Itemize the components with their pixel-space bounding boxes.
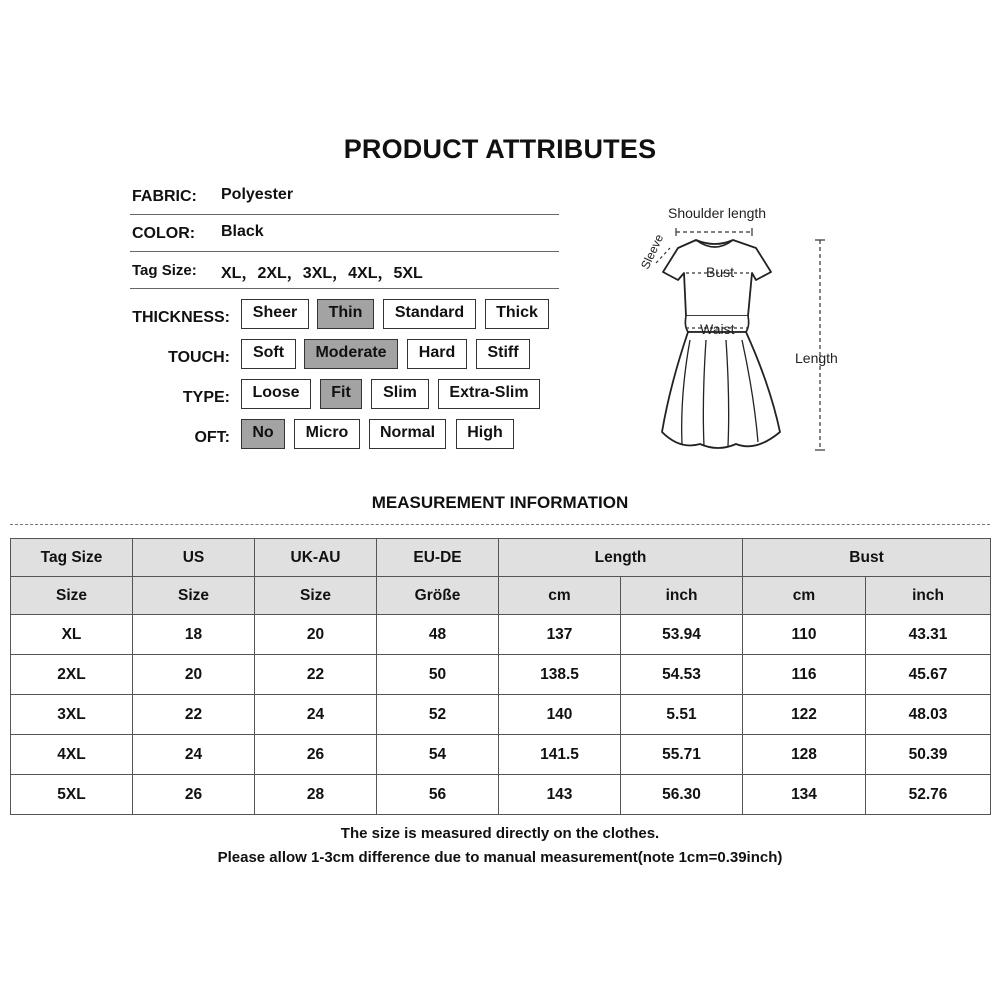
waist-label: Waist (700, 321, 735, 337)
option-type-loose[interactable]: Loose (241, 379, 311, 409)
fabric-value: Polyester (221, 186, 294, 203)
table-cell: 137 (499, 615, 621, 655)
measurement-title: MEASUREMENT INFORMATION (371, 493, 629, 512)
bust-label: Bust (706, 264, 735, 280)
note-measured: The size is measured directly on the clothes. (340, 825, 660, 842)
table-row (11, 655, 991, 695)
table-cell: 116 (743, 655, 866, 695)
fabric-label: FABRIC: (132, 188, 197, 205)
length-label: Length (795, 350, 838, 366)
table-cell: 3XL (11, 695, 133, 735)
subheader-cell: cm (743, 577, 866, 615)
shoulder-length-label: Shoulder length (668, 205, 767, 221)
table-cell: XL (11, 615, 133, 655)
table-cell: 45.67 (866, 655, 991, 695)
table-cell: 134 (743, 775, 866, 815)
table-cell: 52 (377, 695, 499, 735)
size-table (10, 538, 991, 815)
table-cell: 50 (377, 655, 499, 695)
subheader-cell: inch (866, 577, 991, 615)
subheader-cell: Size (11, 577, 133, 615)
table-cell: 26 (133, 775, 255, 815)
header-length: Length (499, 539, 743, 577)
color-label: COLOR: (132, 225, 196, 242)
page-title: PRODUCT ATTRIBUTES (343, 134, 657, 164)
table-cell: 48 (377, 615, 499, 655)
table-cell: 128 (743, 735, 866, 775)
table-cell: 18 (133, 615, 255, 655)
option-oft-high[interactable]: High (456, 419, 514, 449)
table-row (11, 695, 991, 735)
option-touch-stiff[interactable]: Stiff (476, 339, 530, 369)
option-thickness-thick[interactable]: Thick (485, 299, 549, 329)
table-cell: 5.51 (621, 695, 743, 735)
table-cell: 22 (133, 695, 255, 735)
table-row (11, 775, 991, 815)
table-cell: 2XL (11, 655, 133, 695)
table-cell: 110 (743, 615, 866, 655)
attr-row-tag-size (130, 252, 559, 289)
tag-size-value: XL，2XL，3XL，4XL，5XL (221, 265, 423, 282)
table-cell: 141.5 (499, 735, 621, 775)
option-oft-micro[interactable]: Micro (294, 419, 360, 449)
subheader-cell: cm (499, 577, 621, 615)
header-eu-de: EU-DE (377, 539, 499, 577)
option-oft-normal[interactable]: Normal (369, 419, 446, 449)
table-subheader-row (11, 577, 991, 615)
subheader-cell: Size (255, 577, 377, 615)
subheader-cell: inch (621, 577, 743, 615)
option-oft-no[interactable]: No (241, 419, 285, 449)
table-cell: 26 (255, 735, 377, 775)
option-type-fit[interactable]: Fit (320, 379, 362, 409)
table-cell: 48.03 (866, 695, 991, 735)
oft-label: OFT: (194, 429, 230, 446)
option-touch-moderate[interactable]: Moderate (304, 339, 398, 369)
attr-row-color (130, 215, 559, 252)
option-thickness-standard[interactable]: Standard (383, 299, 476, 329)
header-tag-size: Tag Size (11, 539, 133, 577)
table-cell: 22 (255, 655, 377, 695)
attr-row-fabric (130, 178, 559, 215)
note-difference: Please allow 1-3cm difference due to manual measurement(note 1cm=0.39inch) (217, 849, 783, 866)
table-cell: 20 (133, 655, 255, 695)
subheader-cell: Größe (377, 577, 499, 615)
header-us: US (133, 539, 255, 577)
table-cell: 4XL (11, 735, 133, 775)
table-cell: 24 (133, 735, 255, 775)
table-cell: 138.5 (499, 655, 621, 695)
type-label: TYPE: (182, 389, 230, 406)
thickness-label: THICKNESS: (132, 309, 230, 326)
option-thickness-sheer[interactable]: Sheer (241, 299, 309, 329)
tag-size-label: Tag Size: (132, 262, 197, 279)
color-value: Black (221, 223, 264, 240)
header-uk-au: UK-AU (255, 539, 377, 577)
table-cell: 56.30 (621, 775, 743, 815)
table-cell: 5XL (11, 775, 133, 815)
dress-outline (620, 200, 860, 465)
table-cell: 28 (255, 775, 377, 815)
table-cell: 54.53 (621, 655, 743, 695)
dress-diagram (620, 200, 860, 465)
header-bust: Bust (743, 539, 991, 577)
table-cell: 24 (255, 695, 377, 735)
touch-label: TOUCH: (168, 349, 230, 366)
option-type-slim[interactable]: Slim (371, 379, 429, 409)
option-thickness-thin[interactable]: Thin (317, 299, 374, 329)
option-touch-hard[interactable]: Hard (407, 339, 467, 369)
table-cell: 52.76 (866, 775, 991, 815)
table-cell: 50.39 (866, 735, 991, 775)
table-header-row (11, 539, 991, 577)
table-cell: 43.31 (866, 615, 991, 655)
table-cell: 143 (499, 775, 621, 815)
table-cell: 53.94 (621, 615, 743, 655)
table-cell: 122 (743, 695, 866, 735)
option-touch-soft[interactable]: Soft (241, 339, 296, 369)
table-row (11, 735, 991, 775)
dotted-divider (10, 524, 990, 525)
subheader-cell: Size (133, 577, 255, 615)
option-type-extra-slim[interactable]: Extra-Slim (438, 379, 540, 409)
table-cell: 20 (255, 615, 377, 655)
sleeve-label: Sleeve (638, 232, 667, 272)
table-cell: 54 (377, 735, 499, 775)
table-cell: 56 (377, 775, 499, 815)
table-cell: 55.71 (621, 735, 743, 775)
table-cell: 140 (499, 695, 621, 735)
table-row (11, 615, 991, 655)
